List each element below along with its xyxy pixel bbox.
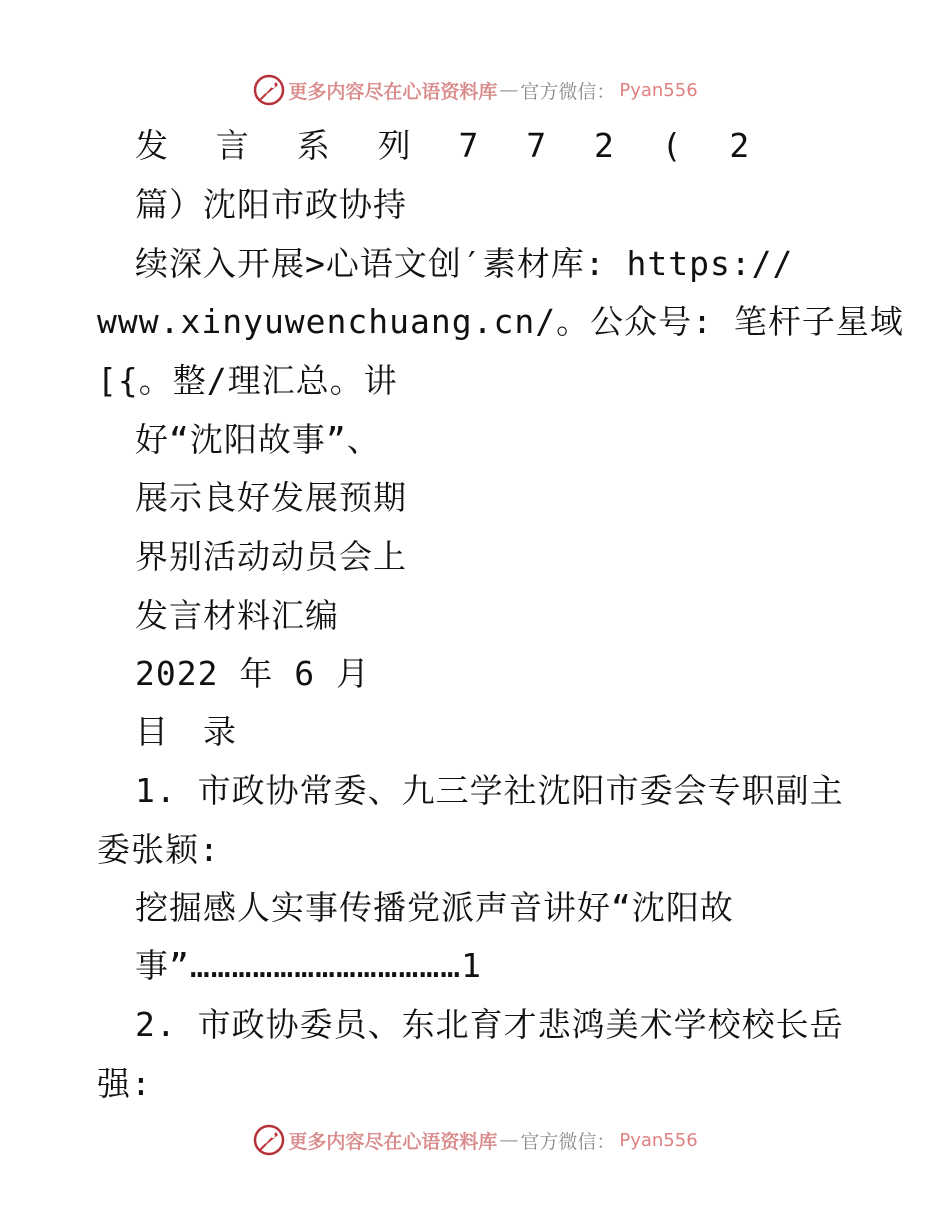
watermark-official-label: 官方微信： <box>520 1130 616 1153</box>
title-line-1: 发 言 系 列 7 7 2 ( 2 <box>135 126 764 165</box>
toc-item-1-line-3: 挖掘感人实事传播党派声音讲好“沈阳故 <box>135 888 734 927</box>
date-line: 2022 年 6 月 <box>135 654 370 693</box>
toc-item-2-line-1: 2. 市政协委员、东北育才悲鸿美术学校校长岳 <box>135 1005 844 1044</box>
toc-item-1-line-2: 委张颖: <box>97 830 220 869</box>
toc-item-2-line-2: 强: <box>97 1064 152 1103</box>
header-watermark <box>0 70 950 110</box>
toc-item-1-line-1: 1. 市政协常委、九三学社沈阳市委会专职副主 <box>135 771 844 810</box>
feather-pen-circle-icon <box>252 73 286 107</box>
title-line-6: 好“沈阳故事”、 <box>135 420 381 459</box>
toc-item-1-line-4: 事”…………………………………1 <box>135 946 483 985</box>
title-line-3: 续深入开展>心语文创′素材库: https:// <box>135 244 794 283</box>
watermark-brand: 更多内容尽在心语资料库 <box>288 1130 498 1153</box>
title-line-7: 展示良好发展预期 <box>135 478 407 517</box>
title-line-5: [{。整/理汇总。讲 <box>97 361 398 400</box>
title-line-2: 篇）沈阳市政协持 <box>135 185 407 224</box>
watermark-official-label: 官方微信： <box>520 80 616 103</box>
watermark-separator: — <box>499 1129 519 1151</box>
title-line-4: www.xinyuwenchuang.cn/。公众号: 笔杆子星域 <box>97 302 904 341</box>
footer-watermark <box>0 1120 950 1160</box>
watermark-separator: — <box>499 79 519 101</box>
watermark-wechat-id: Pyan556 <box>619 79 698 101</box>
title-line-8: 界别活动动员会上 <box>135 537 407 576</box>
watermark-wechat-id: Pyan556 <box>619 1129 698 1151</box>
feather-pen-circle-icon <box>252 1123 286 1157</box>
watermark-brand: 更多内容尽在心语资料库 <box>288 80 498 103</box>
title-line-9: 发言材料汇编 <box>135 596 339 635</box>
toc-heading: 目 录 <box>135 712 237 751</box>
